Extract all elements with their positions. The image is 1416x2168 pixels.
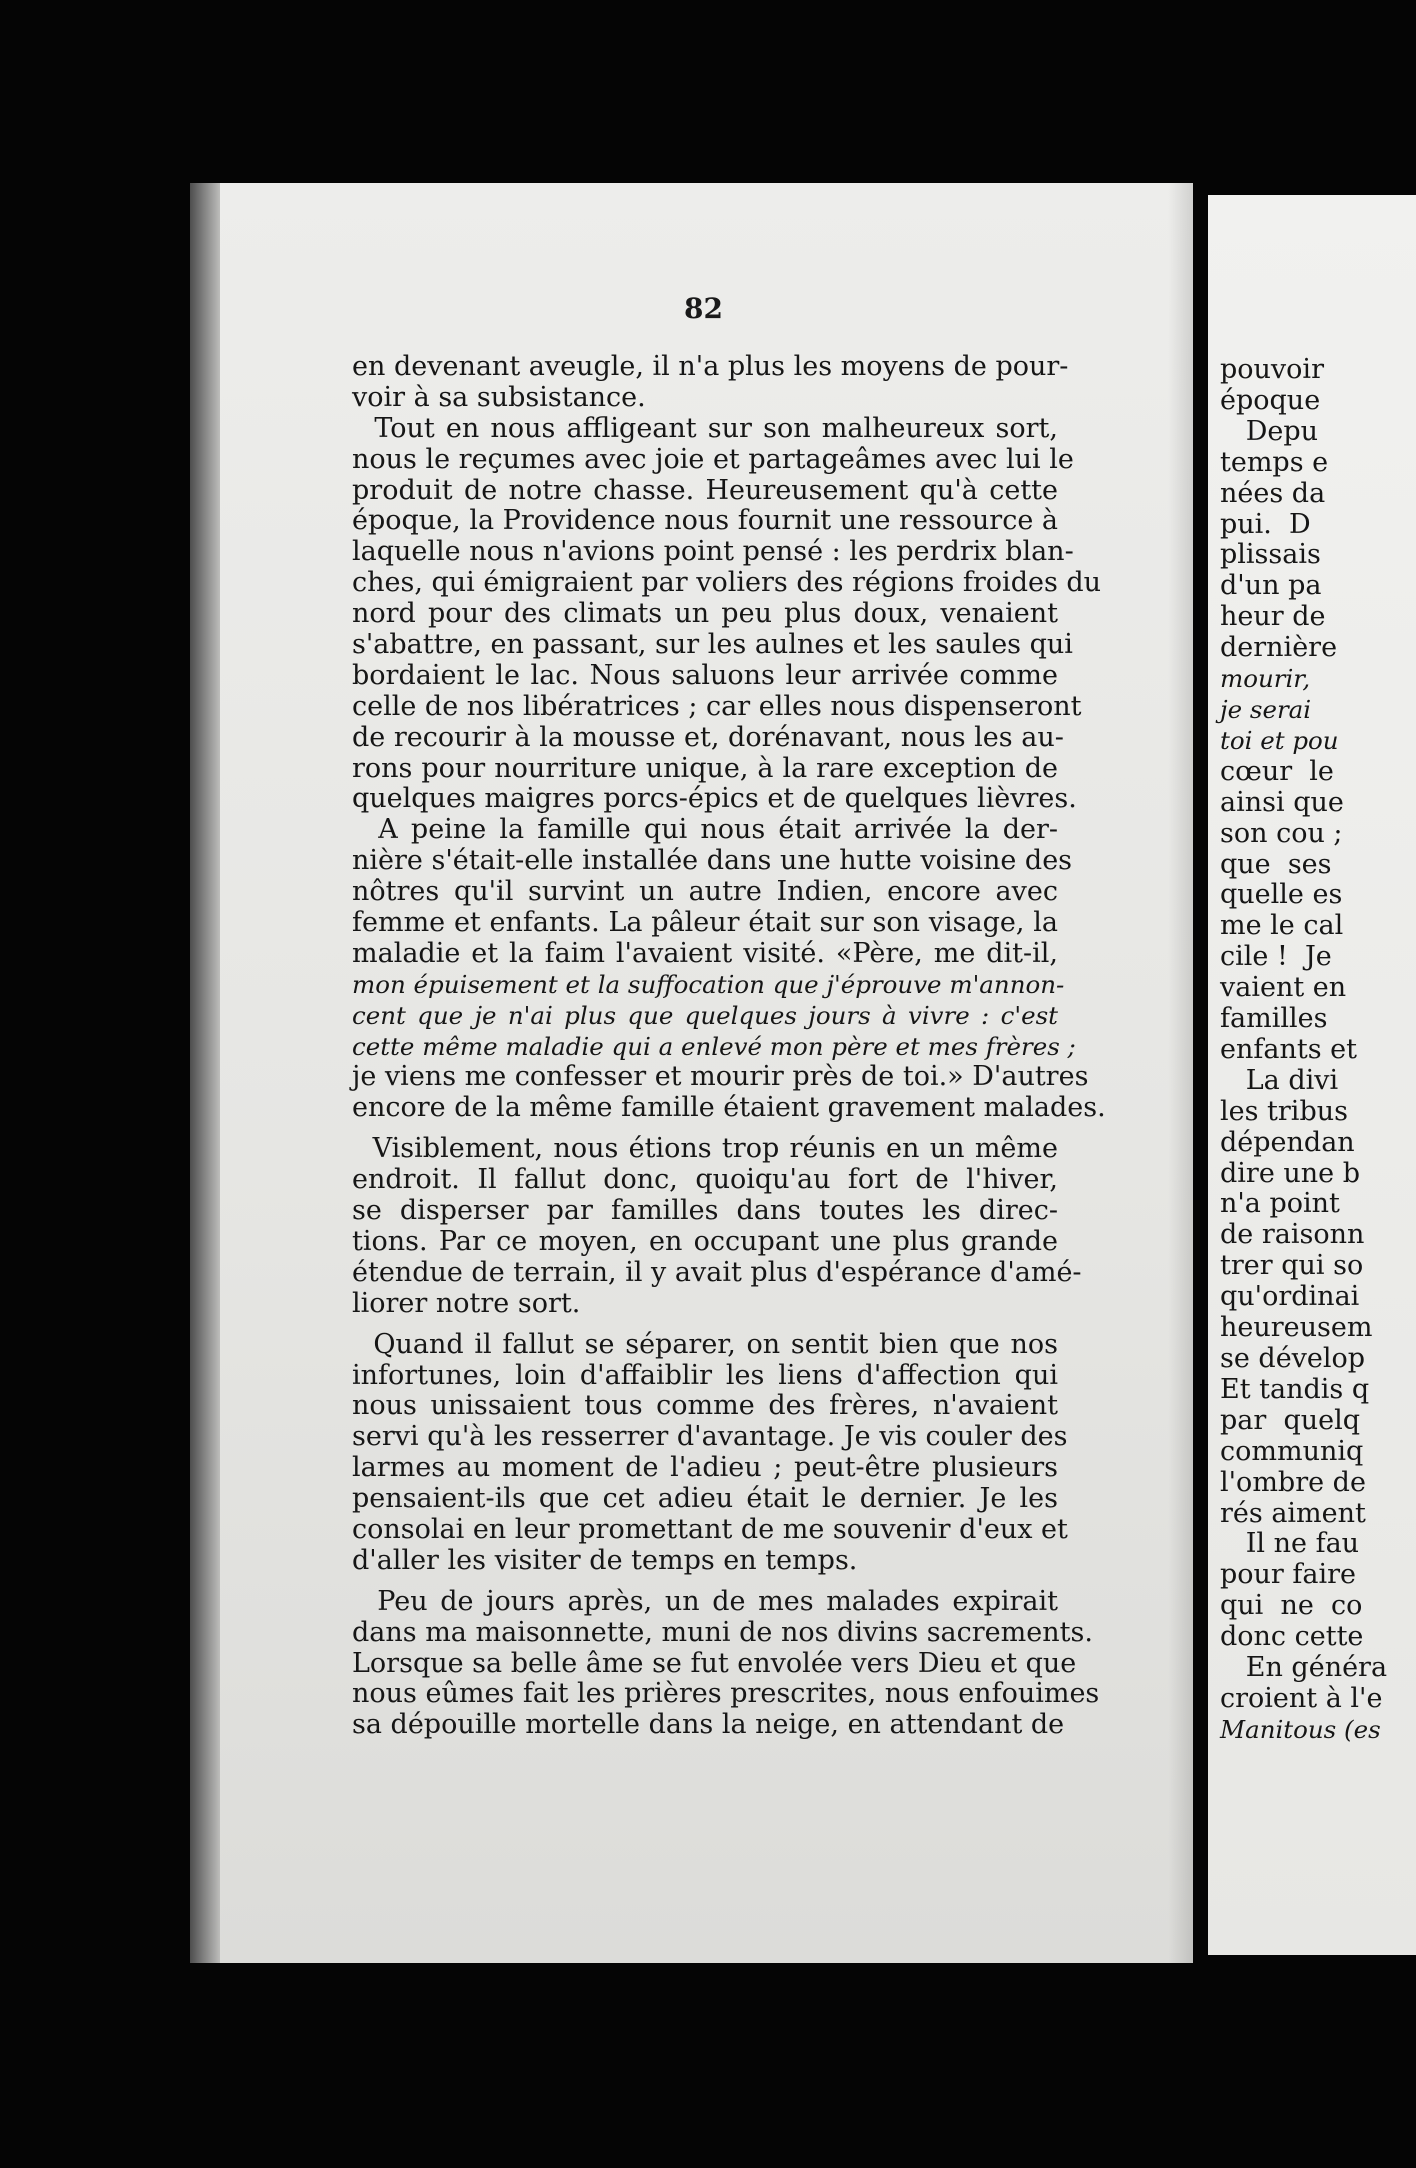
text-line: nôtres qu'il survint un autre Indien, encore avec bbox=[352, 876, 1058, 908]
text-line: nière s'était-elle installée dans une hutte voisine des bbox=[352, 845, 1073, 877]
text-line: s'abattre, en passant, sur les aulnes et les saules qui bbox=[352, 629, 1073, 661]
text-fragment: communiq bbox=[1220, 1435, 1364, 1467]
text-line: infortunes, loin d'affaiblir les liens d'affection qui bbox=[352, 1359, 1058, 1391]
text-line: voir à sa subsistance. bbox=[352, 381, 646, 413]
text-line: nous eûmes fait les prières prescrites, nous enfouimes bbox=[352, 1678, 1100, 1710]
text-line: consolai en leur promettant de me souvenir d'eux et bbox=[352, 1513, 1068, 1545]
text-line: sa dépouille mortelle dans la neige, en attendant de bbox=[352, 1709, 1065, 1741]
text-line: bordaient le lac. Nous saluons leur arrivée comme bbox=[352, 659, 1058, 691]
text-fragment: les tribus bbox=[1220, 1095, 1348, 1127]
text-fragment: En généra bbox=[1220, 1652, 1388, 1684]
text-line: Quand il fallut se séparer, on sentit bien que nos bbox=[352, 1328, 1058, 1360]
text-fragment: familles bbox=[1220, 1003, 1328, 1035]
text-fragment: cile ! Je bbox=[1220, 941, 1332, 973]
text-fragment: dépendan bbox=[1220, 1126, 1355, 1158]
text-line: dans ma maisonnette, muni de nos divins sacrements. bbox=[352, 1616, 1093, 1648]
text-line: nous unissaient tous comme des frères, n'avaient bbox=[352, 1390, 1058, 1422]
text-fragment: pui. D bbox=[1220, 508, 1311, 540]
text-fragment: mourir, bbox=[1220, 664, 1311, 694]
text-line: femme et enfants. La pâleur était sur son visage, la bbox=[352, 907, 1058, 939]
page-number: 82 bbox=[684, 292, 723, 325]
text-line: larmes au moment de l'adieu ; peut-être plusieurs bbox=[352, 1452, 1058, 1484]
text-fragment: me le cal bbox=[1220, 910, 1344, 942]
text-fragment: Il ne fau bbox=[1220, 1528, 1360, 1560]
text-line: Visiblement, nous étions trop réunis en un même bbox=[352, 1133, 1058, 1165]
text-fragment: par quelq bbox=[1220, 1404, 1361, 1436]
text-fragment: ainsi que bbox=[1220, 786, 1344, 818]
text-line: d'aller les visiter de temps en temps. bbox=[352, 1544, 858, 1576]
right-page bbox=[1208, 195, 1416, 1955]
text-fragment: pouvoir bbox=[1220, 354, 1324, 385]
right-page-text bbox=[1220, 355, 1387, 1746]
text-fragment: heur de bbox=[1220, 601, 1326, 633]
text-fragment: rés aiment bbox=[1220, 1497, 1366, 1529]
text-line: nord pour des climats un peu plus doux, venaient bbox=[352, 598, 1058, 630]
text-fragment: toi et pou bbox=[1220, 725, 1339, 755]
text-line: maladie et la faim l'avaient visité. «Père, me dit-il, bbox=[352, 937, 1058, 969]
text-fragment: n'a point bbox=[1220, 1188, 1340, 1220]
text-line: A peine la famille qui nous était arrivée la der- bbox=[352, 814, 1058, 846]
text-line: époque, la Providence nous fournit une ressource à bbox=[352, 505, 1058, 537]
text-line: je viens me confesser et mourir près de toi.» D'autres bbox=[352, 1061, 1089, 1093]
text-fragment: donc cette bbox=[1220, 1621, 1364, 1653]
text-line: rons pour nourriture unique, à la rare exception de bbox=[352, 752, 1058, 784]
text-line: encore de la même famille étaient gravement malades. bbox=[352, 1092, 1106, 1124]
text-fragment: croient à l'e bbox=[1220, 1682, 1383, 1714]
text-line: liorer notre sort. bbox=[352, 1287, 581, 1319]
text-fragment: cœur le bbox=[1220, 755, 1334, 787]
text-line: étendue de terrain, il y avait plus d'espérance d'amé- bbox=[352, 1256, 1082, 1288]
text-fragment: que ses bbox=[1220, 848, 1332, 880]
text-fragment: plissais bbox=[1220, 539, 1321, 571]
text-fragment: nées da bbox=[1220, 477, 1326, 509]
text-fragment: vaient en bbox=[1220, 972, 1347, 1004]
text-fragment: qu'ordinai bbox=[1220, 1281, 1360, 1313]
text-fragment: heureusem bbox=[1220, 1312, 1373, 1344]
text-line: tions. Par ce moyen, en occupant une plus grande bbox=[352, 1225, 1058, 1257]
text-fragment: d'un pa bbox=[1220, 570, 1322, 602]
text-line: cette même maladie qui a enlevé mon père et mes frères ; bbox=[352, 1031, 1076, 1061]
text-fragment: dernière bbox=[1220, 632, 1338, 664]
text-line: Peu de jours après, un de mes malades expirait bbox=[352, 1585, 1058, 1617]
text-fragment: La divi bbox=[1220, 1064, 1339, 1096]
text-fragment: son cou ; bbox=[1220, 817, 1343, 849]
text-line: en devenant aveugle, il n'a plus les moyens de pour- bbox=[352, 351, 1069, 382]
text-line: laquelle nous n'avions point pensé : les perdrix blan- bbox=[352, 536, 1074, 568]
text-fragment: Et tandis q bbox=[1220, 1373, 1370, 1405]
text-line: cent que je n'ai plus que quelques jours à vivre : c'est bbox=[352, 1000, 1058, 1030]
text-fragment: je serai bbox=[1220, 694, 1312, 724]
text-line: de recourir à la mousse et, dorénavant, nous les au- bbox=[352, 721, 1064, 753]
text-fragment: qui ne co bbox=[1220, 1590, 1363, 1622]
left-page-text bbox=[352, 351, 1106, 1741]
text-fragment: époque bbox=[1220, 384, 1321, 416]
text-fragment: trer qui so bbox=[1220, 1250, 1364, 1282]
text-fragment: pour faire bbox=[1220, 1559, 1357, 1591]
text-line: se disperser par familles dans toutes les direc- bbox=[352, 1195, 1058, 1227]
page-edge bbox=[190, 183, 220, 1963]
gutter-shadow bbox=[1168, 183, 1193, 1963]
text-line: Lorsque sa belle âme se fut envolée vers Dieu et que bbox=[352, 1647, 1077, 1679]
text-fragment: dire une b bbox=[1220, 1157, 1361, 1189]
text-line: ches, qui émigraient par voliers des régions froides du bbox=[352, 567, 1102, 599]
text-line: pensaient-ils que cet adieu était le dernier. Je les bbox=[352, 1483, 1058, 1515]
text-line: celle de nos libératrices ; car elles nous dispenseront bbox=[352, 690, 1082, 722]
text-fragment: se dévelop bbox=[1220, 1343, 1366, 1374]
text-line: endroit. Il fallut donc, quoiqu'au fort de l'hiver, bbox=[352, 1164, 1058, 1196]
text-line: nous le reçumes avec joie et partageâmes avec lui le bbox=[352, 443, 1074, 475]
text-line: quelques maigres porcs-épics et de quelques lièvres. bbox=[352, 783, 1077, 815]
text-fragment: enfants et bbox=[1220, 1033, 1357, 1065]
text-fragment: Manitous (es bbox=[1220, 1714, 1381, 1744]
text-line: servi qu'à les resserrer d'avantage. Je vis couler des bbox=[352, 1421, 1068, 1453]
text-fragment: de raisonn bbox=[1220, 1219, 1365, 1251]
text-fragment: quelle es bbox=[1220, 879, 1343, 911]
text-fragment: l'ombre de bbox=[1220, 1466, 1366, 1498]
text-line: produit de notre chasse. Heureusement qu'à cette bbox=[352, 474, 1058, 506]
text-fragment: Depu bbox=[1220, 415, 1319, 447]
text-line: Tout en nous affligeant sur son malheureux sort, bbox=[352, 412, 1058, 444]
text-line: mon épuisement et la suffocation que j'éprouve m'annon- bbox=[352, 969, 1065, 999]
text-fragment: temps e bbox=[1220, 446, 1329, 478]
